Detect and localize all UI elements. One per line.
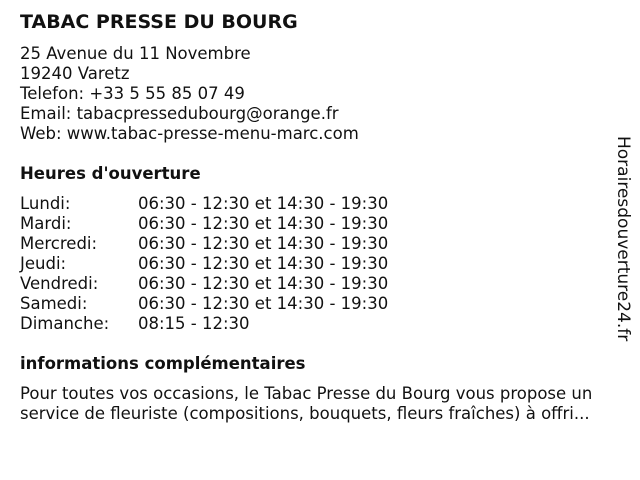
hours-times: 06:30 - 12:30 et 14:30 - 19:30 <box>138 234 389 253</box>
email-line: Email: tabacpressedubourg@orange.fr <box>20 104 339 123</box>
street-address: 25 Avenue du 11 Novembre <box>20 44 251 63</box>
hours-day: Mardi: <box>20 214 72 233</box>
hours-row-monday <box>20 194 440 214</box>
opening-hours-table <box>20 194 440 334</box>
hours-times: 06:30 - 12:30 et 14:30 - 19:30 <box>138 214 389 233</box>
hours-times: 06:30 - 12:30 et 14:30 - 19:30 <box>138 274 389 293</box>
hours-day: Lundi: <box>20 194 71 213</box>
additional-info-text <box>20 384 630 424</box>
hours-row-friday <box>20 274 440 294</box>
phone-line: Telefon: +33 5 55 85 07 49 <box>20 84 245 103</box>
hours-row-sunday <box>20 314 440 334</box>
hours-row-saturday <box>20 294 440 314</box>
additional-info-line: Pour toutes vos occasions, le Tabac Presse du Bourg vous propose un <box>20 384 593 403</box>
site-brand-vertical: Horairesdouverture24.fr <box>613 136 633 342</box>
hours-row-tuesday <box>20 214 440 234</box>
hours-row-wednesday <box>20 234 440 254</box>
address-block <box>20 44 359 144</box>
hours-row-thursday <box>20 254 440 274</box>
additional-info-line: service de fleuriste (compositions, bouquets, fleurs fraîches) à offri... <box>20 404 590 423</box>
hours-times: 08:15 - 12:30 <box>138 314 250 333</box>
page-title: TABAC PRESSE DU BOURG <box>20 11 298 33</box>
hours-times: 06:30 - 12:30 et 14:30 - 19:30 <box>138 254 389 273</box>
hours-times: 06:30 - 12:30 et 14:30 - 19:30 <box>138 194 389 213</box>
hours-day: Jeudi: <box>20 254 67 273</box>
hours-day: Mercredi: <box>20 234 98 253</box>
hours-day: Dimanche: <box>20 314 110 333</box>
hours-day: Vendredi: <box>20 274 99 293</box>
city-line: 19240 Varetz <box>20 64 130 83</box>
opening-hours-heading: Heures d'ouverture <box>20 164 201 183</box>
hours-day: Samedi: <box>20 294 88 313</box>
web-line: Web: www.tabac-presse-menu-marc.com <box>20 124 359 143</box>
additional-info-heading: informations complémentaires <box>20 354 306 373</box>
hours-times: 06:30 - 12:30 et 14:30 - 19:30 <box>138 294 389 313</box>
